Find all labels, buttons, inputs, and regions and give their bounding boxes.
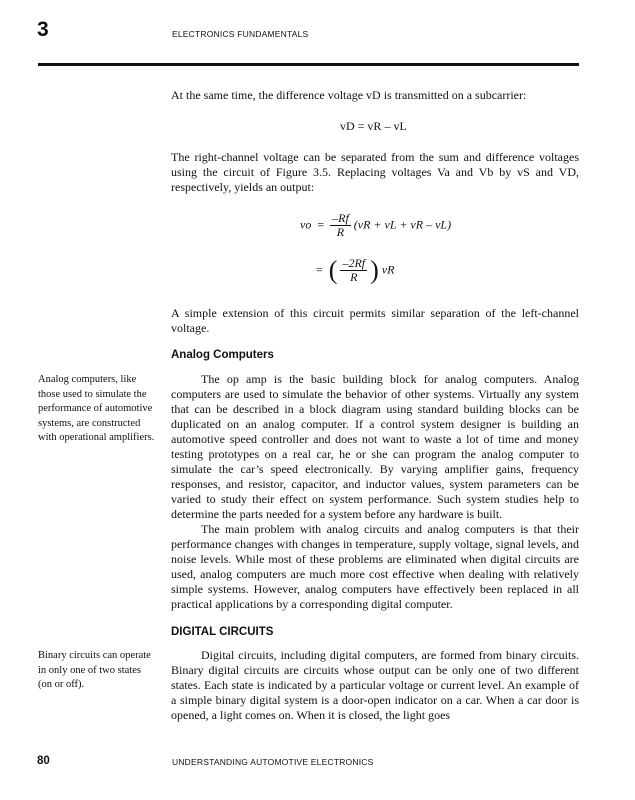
intro-paragraph-3: A simple extension of this circuit permits similar separation of the left-channel voltage. — [171, 306, 579, 335]
eq3-rest: vR — [381, 262, 395, 277]
digital-paragraph-1: Digital circuits, including digital computers, are formed from binary circuits. Binary digital circuits are circuits whose output can be only one of two different states. Each state is indicated by a particular voltage or current level. An example of a simple binary digital system is a door-open indicator on a car. When a car door is opened, a light comes on. When it is closed, the light goes — [171, 648, 579, 722]
analog-body — [171, 372, 579, 612]
eq3-fraction: $\frac{-2Rf}{R}$ — [342, 256, 366, 284]
analog-paragraph-1: The op amp is the basic building block for analog computers. Analog computers are used to simulate the behavior of other systems. Virtually any system that can be described in a block diagram using standard building blocks can be duplicated on an analog computer. If a control system designer is building an automotive speed controller and does not want to waste a lot of time and money testing prototypes on a real car, he or she can program the analog computer to simulate the car’s speed electronically. By varying amplifier gains, frequency responses, and resistor, capacitor, and inductor values, system parameters can be varied to study their effect on system performance. Such system studies help to determine the parts needed for a system before any hardware is built. — [171, 372, 579, 521]
equation-difference-voltage: vD = vR – vL — [340, 119, 407, 133]
eq2-fraction: $\frac{-Rf}{R}$ — [332, 211, 349, 239]
eq2-lhs: vo — [300, 217, 312, 232]
intro-paragraph-1: At the same time, the difference voltage vD is transmitted on a subcarrier: — [171, 88, 527, 102]
equation-output-voltage: vo = $\frac{-Rf}{R}$ (vR + vL + vR – vL) — [300, 211, 452, 239]
page-number: 80 — [37, 755, 50, 767]
chapter-title: ELECTRONICS FUNDAMENTALS — [172, 29, 309, 39]
analog-margin-note: Analog computers, like those used to simulate the performance of automotive systems, are constructed with operational amplifiers. — [38, 374, 155, 444]
book-title: UNDERSTANDING AUTOMOTIVE ELECTRONICS — [172, 757, 374, 767]
eq2-rest: (vR + vL + vR – vL) — [353, 217, 452, 232]
digital-body — [171, 648, 579, 723]
analog-computers-heading: Analog Computers — [171, 349, 274, 361]
header-rule — [38, 63, 579, 66]
intro-paragraph-2: The right-channel voltage can be separated from the sum and difference voltages using the circuit of Figure 3.5. Replacing voltages Va and Vb by vS and VD, respectively, yields an output: — [171, 150, 579, 194]
digital-margin-note: Binary circuits can operate in only one of two states (on or off). — [38, 650, 151, 691]
equation-output-simplified: = ( $\frac{-2Rf}{R}$ ) vR — [316, 255, 395, 285]
analog-paragraph-2: The main problem with analog circuits and analog computers is that their performance changes with changes in temperature, supply voltage, signal levels, and noise levels. While most of these problems are eliminated when digital circuits are used, analog computers are much more cost effective when dealing with relatively simple systems. However, analog computers have effectively been replaced in all practical applications by a corresponding digital computer. — [171, 522, 579, 611]
digital-circuits-heading: DIGITAL CIRCUITS — [171, 626, 274, 638]
chapter-number: 3 — [37, 18, 49, 41]
